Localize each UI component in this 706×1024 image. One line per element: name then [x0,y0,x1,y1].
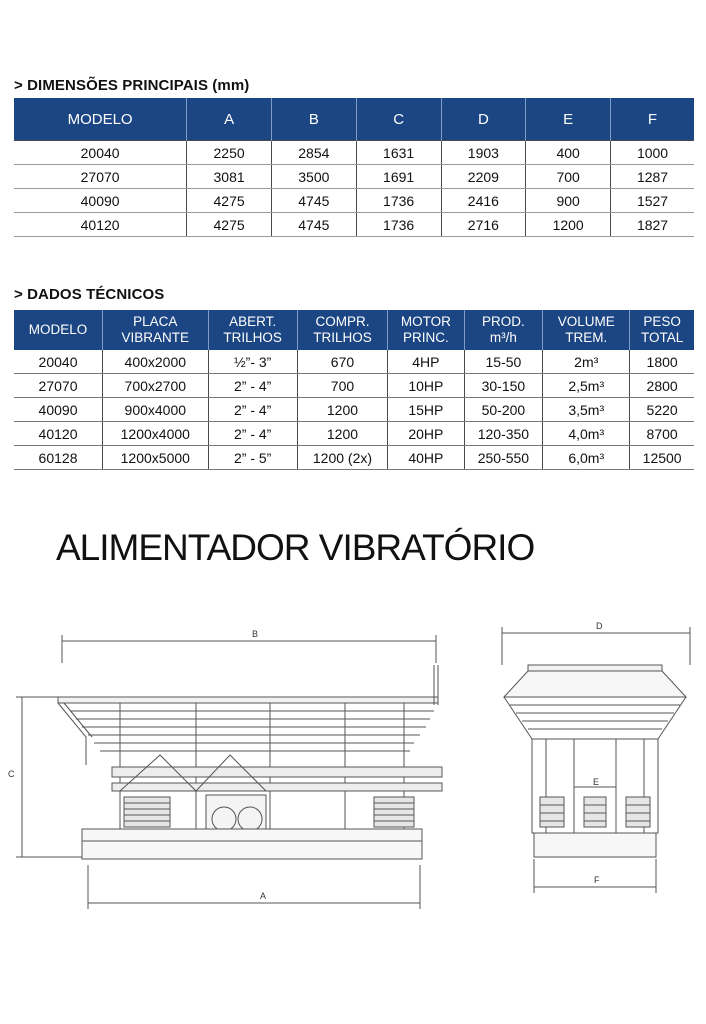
technical-cell: 400x2000 [103,350,208,374]
technical-cell: 2,5m³ [543,374,630,398]
dimensions-cell: 1691 [356,165,441,189]
dimensions-header-cell: A [187,98,272,141]
technical-header-line: VIBRANTE [121,330,190,345]
technical-cell: 4,0m³ [543,422,630,446]
dimensions-header-cell: D [441,98,526,141]
dimensions-cell: 20040 [14,141,187,165]
dimensions-cell: 1000 [611,141,694,165]
technical-header-cell [297,310,387,350]
technical-header-line: MODELO [28,322,88,337]
technical-cell: 10HP [388,374,465,398]
dimensions-cell: 1736 [356,189,441,213]
technical-header-line: TRILHOS [223,330,282,345]
table-row [14,165,694,189]
technical-cell: 20HP [388,422,465,446]
technical-cell: 15HP [388,398,465,422]
technical-cell: 40HP [388,446,465,470]
technical-header-line: PROD. [482,314,525,329]
technical-cell: 8700 [630,422,694,446]
dimensions-cell: 3500 [271,165,356,189]
table-row [14,422,694,446]
dimensions-cell: 40090 [14,189,187,213]
table-row [14,446,694,470]
technical-cell: 12500 [630,446,694,470]
technical-header-line: m³/h [489,330,517,345]
technical-cell: 2” - 4” [208,374,297,398]
technical-cell: 40090 [14,398,103,422]
technical-cell: 5220 [630,398,694,422]
table-row [14,141,694,165]
technical-cell: 20040 [14,350,103,374]
technical-cell: 1200x4000 [103,422,208,446]
technical-header-line: PRINC. [402,330,449,345]
technical-title: > DADOS TÉCNICOS [14,286,165,303]
dimension-label-f: F [594,875,600,885]
technical-cell: 40120 [14,422,103,446]
technical-header-line: ABERT. [229,314,277,329]
dimensions-title: > DIMENSÕES PRINCIPAIS (mm) [14,77,250,94]
technical-header-line: TREM. [565,330,608,345]
dimensions-cell: 1631 [356,141,441,165]
technical-cell: 2” - 4” [208,422,297,446]
technical-cell: 2800 [630,374,694,398]
technical-header-line: PESO [643,314,681,329]
technical-cell: 3,5m³ [543,398,630,422]
technical-header-cell [464,310,543,350]
dimension-label-c: C [8,769,15,779]
dimensions-cell: 400 [526,141,611,165]
technical-header-line: TRILHOS [313,330,372,345]
dimensions-cell: 2250 [187,141,272,165]
side-view-drawing [0,615,460,915]
dimensions-header-cell: E [526,98,611,141]
technical-header-cell [543,310,630,350]
technical-header-cell [630,310,694,350]
dimensions-cell: 2716 [441,213,526,237]
table-row [14,189,694,213]
technical-cell: 1800 [630,350,694,374]
technical-table [14,310,694,470]
technical-cell: 1200 [297,422,387,446]
dimensions-cell: 2209 [441,165,526,189]
technical-cell: 2” - 5” [208,446,297,470]
table-row [14,350,694,374]
technical-cell: 15-50 [464,350,543,374]
dimension-label-b: B [252,629,259,639]
dimensions-cell: 900 [526,189,611,213]
dimensions-cell: 700 [526,165,611,189]
dimensions-cell: 4275 [187,213,272,237]
dimensions-cell: 1827 [611,213,694,237]
technical-header-cell [208,310,297,350]
dimensions-header-cell: C [356,98,441,141]
dimensions-cell: 1527 [611,189,694,213]
technical-cell: 900x4000 [103,398,208,422]
technical-cell: 30-150 [464,374,543,398]
dimensions-header-cell: B [271,98,356,141]
technical-header-line: COMPR. [315,314,370,329]
technical-cell: 1200 [297,398,387,422]
technical-cell: ½”- 3” [208,350,297,374]
dimensions-cell: 1736 [356,213,441,237]
technical-header-cell [14,310,103,350]
dimension-label-a: A [260,891,267,901]
dimensions-cell: 40120 [14,213,187,237]
dimensions-cell: 4275 [187,189,272,213]
technical-cell: 700 [297,374,387,398]
dimensions-cell: 27070 [14,165,187,189]
dimensions-cell: 2854 [271,141,356,165]
dimensions-table [14,98,694,237]
dimension-label-e: E [593,777,600,787]
dimensions-cell: 3081 [187,165,272,189]
dimensions-header-cell: MODELO [14,98,187,141]
dimensions-cell: 1200 [526,213,611,237]
technical-cell: 60128 [14,446,103,470]
table-row [14,213,694,237]
technical-header-cell [103,310,208,350]
technical-cell: 250-550 [464,446,543,470]
technical-header-line: MOTOR [400,314,451,329]
dimensions-cell: 4745 [271,189,356,213]
technical-cell: 1200x5000 [103,446,208,470]
dimensions-cell: 2416 [441,189,526,213]
technical-cell: 2m³ [543,350,630,374]
technical-cell: 700x2700 [103,374,208,398]
technical-header-line: PLACA [133,314,178,329]
technical-header-line: TOTAL [641,330,684,345]
dimension-label-d: D [596,621,603,631]
dimensions-header-cell: F [611,98,694,141]
product-title: ALIMENTADOR VIBRATÓRIO [56,527,535,568]
dimensions-cell: 1287 [611,165,694,189]
technical-cell: 2” - 4” [208,398,297,422]
dimensions-cell: 4745 [271,213,356,237]
technical-header-cell [388,310,465,350]
technical-cell: 1200 (2x) [297,446,387,470]
dimensions-cell: 1903 [441,141,526,165]
table-row [14,374,694,398]
technical-cell: 670 [297,350,387,374]
technical-cell: 4HP [388,350,465,374]
technical-cell: 6,0m³ [543,446,630,470]
technical-header-line: VOLUME [557,314,615,329]
front-view-drawing [490,615,700,895]
technical-cell: 27070 [14,374,103,398]
table-row [14,398,694,422]
technical-cell: 120-350 [464,422,543,446]
technical-cell: 50-200 [464,398,543,422]
